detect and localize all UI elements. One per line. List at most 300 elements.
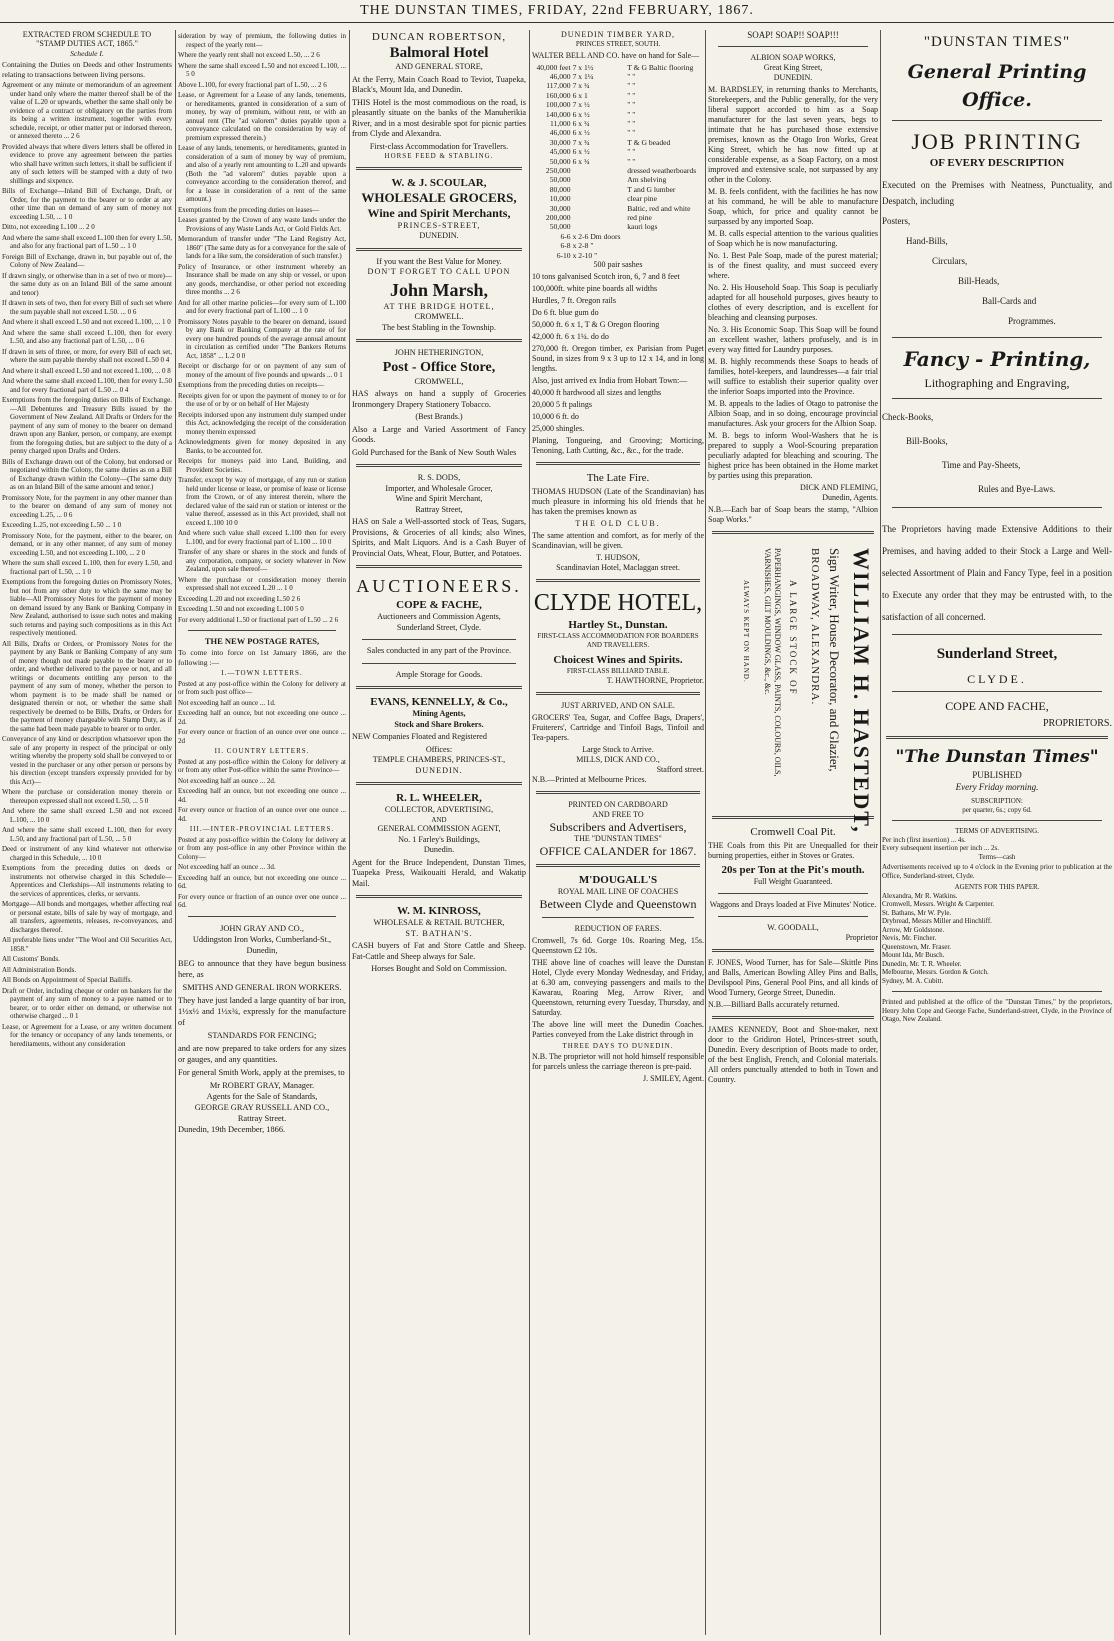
hetherington-town: CROMWELL, xyxy=(414,376,464,386)
robertson-hotel: Balmoral Hotel xyxy=(389,45,489,61)
timber-row xyxy=(532,232,704,241)
timber-row xyxy=(532,100,704,109)
timber-cell: 50,000 xyxy=(549,222,571,232)
duty-paragraph: Ditto, not exceeding L.100 ... 2 0 xyxy=(2,223,95,232)
robertson-body: THIS Hotel is the most commodious on the road, is pleasantly situate on the banks of the Manuherikia River, and in a most desirable spot for picnic parties from Clyde and Alexandra. xyxy=(352,97,526,138)
timber-title: DUNEDIN TIMBER YARD, xyxy=(561,30,675,39)
office-town: CLYDE. xyxy=(967,672,1027,686)
hastedt-items: PAPERHANGINGS, WINDOW GLASS, PAINTS, COLOURS, OILS, VARNISHES, GILT MOULDINGS, &c., &c. xyxy=(763,548,782,777)
timber-row xyxy=(532,194,704,203)
timber-cell: clear pine xyxy=(627,194,657,204)
duty-paragraph: Transfer, except by way of mortgage, of any run or station held under license or lease, or promise of lease or license from the Crown, or of any interest therein, where the declared value of the said run or station or interest or the value thereof, assessed as in this Act provided, shall not exceed L.100 10 0 xyxy=(178,476,346,527)
timber-row xyxy=(532,72,704,81)
timber-arrived: Also, just arrived ex India from Hobart Town:— xyxy=(532,376,688,386)
coaches-advert xyxy=(532,873,704,1085)
dods-trade: Importer, and Wholesale Grocer, xyxy=(385,483,493,493)
gray-body: For general Smith Work, apply at the premises, to xyxy=(178,1067,345,1077)
divider xyxy=(536,864,700,867)
timber-cell xyxy=(626,251,704,260)
postage-line: Not exceeding half an ounce ... 2d. xyxy=(178,776,276,785)
coaches-body2: The above line will meet the Dunedin Coaches. Parties conveyed from the Lake district through in xyxy=(532,1019,704,1039)
timber-cell: 30,000 xyxy=(549,137,571,147)
divider xyxy=(892,337,1102,338)
divider xyxy=(892,634,1102,635)
hastedt-name: WILLIAM H. HASTEDT, xyxy=(849,548,874,834)
divider xyxy=(356,565,522,568)
duty-paragraph: And where the same shall exceed L.100, then for every L.50, and also any fractional part of L.50, ... 0 6 xyxy=(2,328,172,346)
hastedt-stock: A LARGE STOCK OF xyxy=(788,580,798,696)
evans-trade: Mining Agents, xyxy=(412,709,466,718)
coaches-nb: N.B. The proprietor will not hold himself responsible for parcels unless the carriage thereon is pre-paid. xyxy=(532,1052,704,1072)
column-rule xyxy=(175,30,176,1635)
robertson-first-class: First-class Accommodation for Travellers. xyxy=(369,141,509,151)
terms-line: Per inch (first insertion) ... 4s. xyxy=(882,835,966,844)
duty-paragraph: All Customs' Bonds. xyxy=(2,955,60,964)
duty-paragraph: Receipt or discharge for or on payment of any sum of money of the amount of five pounds and upwards ... 0 1 xyxy=(178,362,346,379)
marsh-name: John Marsh, xyxy=(389,279,488,300)
timber-cell: 117,000 xyxy=(546,81,571,91)
timber-cell: 6-10 xyxy=(556,250,571,260)
timber-sashes: 500 pair sashes xyxy=(593,260,643,270)
evans-body: NEW Companies Floated and Registered xyxy=(352,732,487,741)
timber-row xyxy=(532,166,704,175)
coal-price: 20s per Ton at the Pit's mouth. xyxy=(721,864,865,876)
divider xyxy=(188,916,336,917)
marsh-stabling: The best Stabling in the Township. xyxy=(382,322,496,332)
duty-paragraph: And where the same shall exceed L.100, then for every L.50 and for every fractional part of L.50 ... 0 4 xyxy=(2,377,172,394)
wheeler-trade2: GENERAL COMMISSION AGENT, xyxy=(377,824,501,833)
divider xyxy=(718,46,868,47)
calander-advert xyxy=(532,800,704,858)
duty-paragraph: Policy of Insurance, or other instrument whereby an Insurance shall be made on any ship or vessel, or upon any goods, merchandise, or other period not exceeding three months ... 2 6 xyxy=(178,262,346,296)
timber-cell: " " xyxy=(627,109,636,119)
robertson-name: DUNCAN ROBERTSON, xyxy=(371,31,507,43)
print-item: Programmes. xyxy=(1008,316,1056,326)
evans-advert xyxy=(352,695,526,776)
timber-cell: T and G lumber xyxy=(627,184,676,194)
mills-dick-advert xyxy=(532,701,704,785)
printing-office-title: General Printing Office. xyxy=(907,61,1087,111)
stamp-duties-list xyxy=(2,81,172,1048)
duty-paragraph: Promissory Note, for the payment in any other manner than to the bearer on demand of any sum of money not exceeding L.25, ... 0 6 xyxy=(2,493,172,519)
duty-paragraph: Acknowledgments given for money deposited in any Banks, to be accounted for. xyxy=(178,438,346,455)
duty-paragraph: Leases granted by the Crown of any waste lands under the Provisions of any Waste Lands Act, or Gold Fields Act. xyxy=(178,216,346,233)
timber-cell: Baltic, red and white xyxy=(627,203,691,213)
schedule-label: Schedule I. xyxy=(70,48,104,58)
timber-row xyxy=(532,138,704,147)
timber-cell: 46,000 xyxy=(549,71,571,81)
marsh-advert xyxy=(352,257,526,334)
column-printing-office xyxy=(882,30,1112,1635)
hastedt-trade: Sign Writer, House Decorator, and Glazier, xyxy=(827,548,842,772)
divider xyxy=(892,820,1102,821)
timber-cell: 140,000 xyxy=(545,109,571,119)
postage-line: Exceeding half an ounce, but not exceeding one ounce ... 4d. xyxy=(178,787,346,804)
scoular-advert xyxy=(352,176,526,242)
duty-paragraph: Exceeding L.25, not exceeding L.50 ... 1 0 xyxy=(2,521,122,530)
divider xyxy=(712,949,874,952)
timber-row xyxy=(532,213,704,222)
dods-advert xyxy=(352,473,526,559)
soap-agents: DICK AND FLEMING, xyxy=(800,483,878,492)
duty-paragraph: Promissory Note, for the payment, either to the bearer, on demand, or in any other manner, of any sum of money exceeding L.50, and not exceeding L.100, ... 2 0 xyxy=(2,531,172,557)
duty-paragraph: Where the yearly rent shall not exceed L.50, ... 2 6 xyxy=(178,51,320,59)
timber-iron: 10 tons galvanised Scotch iron, 6, 7 and 8 feet xyxy=(532,272,680,282)
clyde-sub: Hartley St., Dunstan. xyxy=(568,619,668,632)
timber-line: 40,000 ft hardwood all sizes and lengths xyxy=(532,388,662,398)
duty-paragraph: All Administration Bonds. xyxy=(2,965,77,974)
clyde-title: CLYDE HOTEL, xyxy=(533,590,703,617)
duty-paragraph: Lease, or Agreement for a Lease, or any written document for the tenancy or occupancy of any lands tenements, or hereditaments, without any consideration xyxy=(2,1022,172,1048)
postage-line: For every ounce or fraction of an ounce over one ounce ... 2d xyxy=(178,728,346,745)
soap-city: DUNEDIN. xyxy=(773,73,813,82)
dods-body: HAS on Sale a Well-assorted stock of Teas, Sugars, Provisions, & Groceries of all kinds; also Wines, Spirits, and Malt Liquors. And is a Cash Buyer of Provincial Oats, Wheat, Flour, Butter, and Potatoes. xyxy=(352,517,526,558)
postage-line: For every ounce or fraction of an ounce over one ounce ... 6d. xyxy=(178,892,346,910)
hetherington-name: JOHN HETHERINGTON, xyxy=(394,348,484,357)
every-description: OF EVERY DESCRIPTION xyxy=(929,157,1065,169)
robertson-advert xyxy=(352,30,526,161)
agent-line: St. Bathans, Mr W. Pyle. xyxy=(882,908,952,917)
gray-city: Dunedin, xyxy=(246,945,278,955)
divider xyxy=(356,782,522,785)
duty-paragraph: Exemptions from the foregoing duties on Bills of Exchange.—All Debentures and Treasury Bills issued by the Government of New Zealand. All Drafts or Orders for the payment of any sum of money to the bearer on demand drawn upon any Banker, person, or company, are exempt from the foregoing duties, but are subject to the duty of a penny charged upon Drafts and Orders. xyxy=(2,396,172,456)
fire-body2: The same attention and comfort, as for merly of the Scandinavian, will be given. xyxy=(532,531,704,551)
duty-paragraph: Where the purchase or consideration money therein expressed shall not exceed L.20 ... 1 0 xyxy=(178,575,346,592)
duty-paragraph: And where the same shall exceed L.100 then for every L.50, and also for any fractional part of L.50 ... 1 0 xyxy=(2,233,172,251)
soap-para: M. B. highly recommends these Soaps to heads of families, hotel-keepers, and laundresses—a fair trial will suffice to establish their superior quality over the inferior Soaps imported into the Province. xyxy=(708,357,878,396)
gray-fencing: STANDARDS FOR FENCING; xyxy=(207,1030,317,1040)
duty-paragraph: Bills of Exchange drawn out of the Colony, but endorsed or negotiated within the Colony, the same duties as on a Bill of Exchange drawn within the Colony—(The same duty as on an Inland Bill of the same amount and tenor.) xyxy=(2,457,172,492)
jones-nb: N.B.—Billiard Balls accurately returned. xyxy=(708,1000,840,1009)
timber-row xyxy=(532,204,704,213)
divider xyxy=(356,895,522,898)
auction-title: AUCTIONEERS. xyxy=(356,576,522,596)
duty-paragraph: Exemptions from the preceding duties on deeds or instruments not otherwise charged in this Schedule—Apprentices and Clerkships—All instruments relating to the services of apprentices, clerks, or servants. xyxy=(2,864,172,898)
print-item: Circulars, xyxy=(932,256,968,266)
evans-address: TEMPLE CHAMBERS, PRINCES-ST., xyxy=(372,755,506,764)
timber-cell: red pine xyxy=(627,213,652,222)
imprint: Printed and published at the office of the "Dunstan Times," by the proprietors, Henry John Cope and George Fache, Sunderland-street, Clyde, in the Province of Otago, New Zealand. xyxy=(882,998,1112,1023)
wheeler-and: AND xyxy=(431,815,447,824)
clyde-hotel-advert xyxy=(532,588,704,686)
calander-line: PRINTED ON CARDBOARD xyxy=(568,799,668,809)
agent-line: Melbourne, Messrs. Gordon & Gotch. xyxy=(882,968,989,976)
timber-cell: 7 x ¾ xyxy=(572,137,590,147)
postage-rates-notice xyxy=(178,637,346,910)
postage-section-head: I.—TOWN LETTERS. xyxy=(221,669,303,678)
timber-line: Hurdles, 7 ft. Oregon rails xyxy=(532,296,616,306)
timber-cell xyxy=(572,194,627,203)
duty-paragraph: For every additional L.50 or fractional part of L.50 ... 2 6 xyxy=(178,615,339,624)
timber-cell: 6-8 xyxy=(560,241,571,251)
print-item: Rules and Bye-Laws. xyxy=(978,484,1056,494)
marsh-line: If you want the Best Value for Money. xyxy=(376,256,502,266)
divider xyxy=(712,1016,874,1019)
duty-paragraph: All Bonds on Appointment of Special Bailiffs. xyxy=(2,976,132,985)
print-item: Posters, xyxy=(882,216,911,226)
timber-address: PRINCES STREET, SOUTH. xyxy=(575,40,661,48)
timber-cell xyxy=(572,213,627,222)
soap-para: M. BARDSLEY, in returning thanks to Merchants, Storekeepers, and the Public generally, for the very liberal support accorded to him as a Soap manufacturer for the last seven years, begs to intimate that he has purchased those extensive premises, known as the Otago Iron Works, Great King Street, which he has now fitted up at considerable expense, as a Soap Factory, on a most improved and extensive scale, not surpassed by any other in the Colony. xyxy=(708,85,878,184)
fancy-printing-title: Fancy - Printing, xyxy=(903,347,1091,371)
postage-line: Posted at any post-office within the Colony for delivery at or from any post-office in any other Province within the Colony— xyxy=(178,835,346,861)
timber-cell: T & G Baltic flooring xyxy=(627,62,694,72)
hetherington-brands: (Best Brands.) xyxy=(415,412,463,421)
timber-cell: " " xyxy=(627,118,636,128)
hetherington-store: Post - Office Store, xyxy=(382,359,496,375)
duty-paragraph: Lease of any lands, tenements, or hereditaments, granted in consideration of a sum of money by way of premium, and also of a yearly rent amounting to L.20 and upwards (Both the "ad valorem" duties payable upon a conveyance according to the consideration thereof, and for a lease in consideration of a rent of the same amount.) xyxy=(178,144,346,203)
hastedt-kept: ALWAYS KEPT ON HAND. xyxy=(742,580,750,683)
mills-address: Stafford street. xyxy=(656,764,704,774)
jones-advert xyxy=(708,958,878,1010)
divider xyxy=(356,464,522,467)
soap-advert xyxy=(708,30,878,525)
timber-cell: x 2-8 " xyxy=(572,241,594,251)
hetherington-gold: Gold Purchased for the Bank of New South Wales xyxy=(352,447,517,457)
kinross-horses: Horses Bought and Sold on Commission. xyxy=(371,964,507,973)
duty-paragraph: Conveyance of any kind or description whatsoever upon the sale of any property in respect of the principal or only writing whereby the property sold shall be conveyed to or vested in the purchaser or any other person or persons by his direction (except transfers expressly provided for by this Act)— xyxy=(2,735,172,786)
divider xyxy=(886,736,1108,739)
wheeler-city: Dunedin. xyxy=(423,845,455,854)
duty-paragraph: Where the sum shall exceed L.100, then for every L.50, and fractional part of L.50, ... 1 0 xyxy=(2,559,172,576)
timber-line: 25,000 shingles. xyxy=(532,424,585,434)
john-gray-advert xyxy=(178,923,346,1135)
robertson-store: AND GENERAL STORE, xyxy=(395,62,483,71)
duty-paragraph: Lease, or Agreement for a Lease of any lands, tenements, or hereditaments, granted in consideration of a sum of money, by way of premium, without rent, or with an annual rent (The "ad valorem" duties payable upon a conveyance calculated on the consideration by way of premium expressed therein.) xyxy=(178,91,346,142)
divider xyxy=(356,167,522,170)
marsh-hotel: AT THE BRIDGE HOTEL, xyxy=(383,301,495,311)
auction-firm: COPE & FACHE, xyxy=(396,599,482,611)
duty-paragraph: Transfer of any share or shares in the stock and funds of any corporation, company, or society whatever in New Zealand, upon sale thereof— xyxy=(178,548,346,573)
hetherington-advert xyxy=(352,348,526,458)
robertson-stabling: HORSE FEED & STABLING. xyxy=(384,152,494,160)
timber-cell xyxy=(572,204,627,213)
duty-paragraph: Foreign Bill of Exchange, drawn in, but payable out of, the Colony of New Zealand— xyxy=(2,252,172,270)
coal-wagons: Waggons and Drays loaded at Five Minutes' Notice. xyxy=(709,900,877,909)
published-day: Every Friday morning. xyxy=(955,782,1039,792)
robertson-address: At the Ferry, Main Coach Road to Teviot, Tuapeka, Black's, Mount Ida, and Dunedin. xyxy=(352,74,526,94)
duty-paragraph: Deed or instrument of any kind whatever not otherwise charged in this Schedule, ... 10 0 xyxy=(2,845,172,862)
kinross-name: W. M. KINROSS, xyxy=(397,905,481,917)
agent-line: Arrow, Mr Goldstone. xyxy=(882,925,945,934)
duty-paragraph: Exemptions from the preceding duties on leases— xyxy=(178,205,320,214)
evans-city: DUNEDIN. xyxy=(415,765,463,775)
gray-body: and are now prepared to take orders for any sizes or gauges, and any quantities. xyxy=(178,1043,346,1064)
timber-cell: " " xyxy=(627,128,636,138)
timber-intro: WALTER BELL AND CO. have on hand for Sale— xyxy=(532,50,700,60)
soap-street: Great King Street, xyxy=(763,63,823,72)
timber-line: 10,000 6 ft. do xyxy=(532,412,579,422)
agent-line: Sydney, M. A. Cubitt. xyxy=(882,976,944,985)
fire-body: THOMAS HUDSON (Late of the Scandinavian) has much pleasure in informing his old friends that he has taken the premises known as xyxy=(532,487,704,517)
stamp-duties-header: EXTRACTED FROM SCHEDULE TO "STAMP DUTIES ACT, 1865." xyxy=(22,30,152,49)
gray-manager: Mr ROBERT GRAY, Manager. xyxy=(209,1080,315,1090)
agent-line: Mount Ida, Mr Busch. xyxy=(882,951,945,959)
coaches-route: Between Clyde and Queenstown xyxy=(539,896,697,911)
office-proprietors: PROPRIETORS. xyxy=(1042,718,1112,729)
timber-row xyxy=(532,251,704,260)
timber-line: 50,000 ft. 6 x 1, T & G Oregon flooring xyxy=(532,320,660,330)
dods-name: R. S. DODS, xyxy=(417,473,461,482)
duty-paragraph: Above L.100, for every fractional part of L.50, ... 2 6 xyxy=(178,80,327,89)
evans-offices: Offices: xyxy=(425,744,453,754)
mills-firm: MILLS, DICK AND CO., xyxy=(576,754,660,764)
gray-body: They have just landed a large quantity of bar iron, 1½x½ and 1½x¾, expressly for the manufacture of xyxy=(178,995,346,1027)
timber-cell: 7 x ½ xyxy=(572,100,590,110)
timber-cell: Am shelving xyxy=(627,175,667,185)
published-label: PUBLISHED xyxy=(972,770,1022,780)
kinross-town: ST. BATHAN'S. xyxy=(405,928,473,938)
timber-cell: T & G beaded xyxy=(627,137,671,147)
timber-cell xyxy=(626,232,704,241)
timber-cell: " " xyxy=(627,147,636,157)
hetherington-body: HAS always on hand a supply of Groceries Ironmongery Drapery Stationery Tobacco. xyxy=(352,389,526,409)
soap-nb: N.B.—Each bar of Soap bears the stamp, "Albion Soap Works." xyxy=(708,505,878,524)
coal-sign: W. GOODALL, xyxy=(767,923,819,932)
timber-cell: x 2-6 Dm doors xyxy=(572,231,621,241)
soap-para: No. 1. Best Pale Soap, made of the purest material; is of the finest quality, and must succeed every where. xyxy=(708,251,878,280)
column-stamp-duties xyxy=(2,30,172,1635)
terms-cash: Terms—cash xyxy=(978,852,1016,861)
timber-yard-advert xyxy=(532,30,704,456)
clyde-proprietor: T. HAWTHORNE, Proprietor. xyxy=(606,675,704,685)
agent-line: Alexandra, Mr R. Watkins. xyxy=(882,891,958,900)
timber-row xyxy=(532,81,704,90)
kinross-trade: WHOLESALE & RETAIL BUTCHER, xyxy=(373,918,505,927)
kennedy-advert xyxy=(708,1025,878,1085)
late-fire-advert xyxy=(532,471,704,573)
kinross-advert xyxy=(352,904,526,975)
soap-works: ALBION SOAP WORKS, xyxy=(750,53,836,62)
divider xyxy=(718,893,868,894)
agents-title: AGENTS FOR THIS PAPER. xyxy=(954,883,1040,891)
duty-paragraph: Receipts for moneys paid into Land, Building, and Provident Societies. xyxy=(178,457,346,474)
scoular-city: DUNEDIN. xyxy=(419,231,459,240)
column-rule xyxy=(705,30,706,1635)
jones-body: F. JONES, Wood Turner, has for Sale—Skittle Pins and Balls, American Bowling Alley Pins and Balls, Devilspool Pins, General Pool Pins, and all kinds of Wood Turnery, George Street, Dunedin. xyxy=(708,958,878,997)
timber-line: Do 6 ft. blue gum do xyxy=(532,308,599,318)
timber-row xyxy=(532,185,704,194)
office-street: Sunderland Street, xyxy=(936,646,1058,662)
soap-agents-city: Dunedin, Agents. xyxy=(822,493,878,502)
advert-deadline: Advertisements received up to 4 o'clock in the Evening prior to publication at the Office, Sunderland-street, Clyde. xyxy=(882,863,1112,880)
divider xyxy=(542,917,694,918)
print-item: Bill-Books, xyxy=(906,436,948,446)
soap-para: M. B. begs to inform Wool-Washers that he is prepared to supply a Wool-Scouring preparation peculiarly adapted for bleaching and scouring. The highest price has been obtained in the Home market by parties using this preparation. xyxy=(708,431,878,480)
wheeler-trade: COLLECTOR, ADVERTISING, xyxy=(384,805,494,814)
divider xyxy=(712,531,874,534)
dods-trade2: Wine and Spirit Merchant, xyxy=(395,494,483,503)
timber-stock-table xyxy=(532,63,704,261)
evans-trade2: Stock and Share Brokers. xyxy=(394,719,484,729)
timber-cell: " " xyxy=(627,81,636,91)
wheeler-address: No. 1 Farley's Buildings, xyxy=(398,834,480,844)
coaches-sign: J. SMILEY, Agent. xyxy=(643,1074,704,1084)
soap-title: SOAP! SOAP!! SOAP!!! xyxy=(747,30,839,40)
postage-line: Exceeding half an ounce, but not exceeding one ounce ... 6d. xyxy=(178,873,346,891)
duty-paragraph: Draft or Order, including cheque or order on bankers for the payment of any sum of money to a payee named or to bearer, or to order either on demand, or otherwise not otherwise charged ... 0 1 xyxy=(2,986,172,1021)
timber-line: 100,000ft. white pine boards all widths xyxy=(532,284,658,294)
coal-weight: Full Weight Guaranteed. xyxy=(753,877,833,886)
timber-cell: x 2-10 " xyxy=(572,250,598,260)
timber-cell: " " xyxy=(627,100,636,110)
auctioneers-advert xyxy=(352,574,526,680)
timber-planing: Planing, Tongueing, and Grooving; Morticing, Tenoning, Lath Cutting, &c., &c., for the trade. xyxy=(532,436,704,456)
gray-date: Dunedin, 19th December, 1866. xyxy=(178,1124,286,1134)
auction-sales: Sales conducted in any part of the Province. xyxy=(366,646,512,655)
dods-address: Rattray Street, xyxy=(415,504,463,514)
timber-cell: 100,000 xyxy=(545,100,571,110)
office-firm: COPE AND FACHE, xyxy=(945,699,1049,713)
subscription-title: SUBSCRIPTION: xyxy=(971,797,1023,805)
timber-row xyxy=(532,119,704,128)
duty-paragraph: Receipts given for or upon the payment of money to or for the use of or by or on behalf of Her Majesty xyxy=(178,391,346,408)
soap-para: No. 2. His Household Soap. This Soap is peculiarly adapted for all household purposes, gives beauty to clothes of every description, and is excellent for bleaching and cleansing purposes. xyxy=(708,283,878,322)
timber-cell: 6 x 1 xyxy=(572,90,588,100)
calander-line: AND FREE TO xyxy=(592,809,644,819)
coaches-fares: REDUCTION OF FARES. xyxy=(574,923,662,933)
paper-title: "The Dunstan Times" xyxy=(895,747,1099,767)
timber-cell: 11,000 xyxy=(550,118,571,128)
postage-line: Not exceeding half an ounce ... 1d. xyxy=(178,698,276,707)
timber-cell: 6 x ½ xyxy=(572,147,590,157)
agent-line: Drybread, Messrs Miller and Hinchliff. xyxy=(882,917,992,925)
duty-paragraph: Agreement or any minute or memorandum of an agreement under hand only where the matter thereof shall be of the value of L.20 or upwards, whether the same shall only be evidence of a contract or obligatory on the parties from its being a written instrument, together with every schedule, receipt, or other matter put or indorsed thereon, or annexed thereto ... 2 6 xyxy=(2,81,172,141)
timber-row xyxy=(532,110,704,119)
duty-paragraph: Exceeding L.20 and not exceeding L.50 2 6 xyxy=(178,594,301,603)
divider xyxy=(892,398,1102,399)
postage-title: THE NEW POSTAGE RATES, xyxy=(204,636,320,646)
clyde-wines: Choicest Wines and Spirits. xyxy=(553,654,683,667)
timber-row xyxy=(532,128,704,137)
duty-paragraph: All preferable liens under "The Wool and Oil Securities Act, 1858." xyxy=(2,936,172,953)
soap-para: M. B. calls especial attention to the various qualities of Soap which he is now manufacturing. xyxy=(708,229,878,248)
postage-line: Posted at any post-office within the Colony for delivery at or from such post office— xyxy=(178,679,346,697)
calander-line: OFFICE CALANDER for 1867. xyxy=(539,843,697,858)
mills-body: GROCERS' Tea, Sugar, and Coffee Bags, Drapers', Fruiterers', Cartridge and Tinfoil Bags, Tinfoil and Tea-papers. xyxy=(532,712,704,742)
coaches-prices: Cromwell, 7s 6d. Gorge 10s. Roaring Meg, 15s. Queenstown £2 10s. xyxy=(532,935,704,955)
proprietors-note: The Proprietors having made Extensive Additions to their Premises, and having added to their Stock a Large and Well-selected Assortment of Plain and Fancy Type, feel in a position to Execute any order that they may be entrusted with, to the satisfaction of all concerned. xyxy=(882,524,1112,622)
divider xyxy=(892,691,1102,692)
fire-sign: T. HUDSON, xyxy=(596,553,640,563)
agent-line: Cromwell, Messrs. Wright & Carpenter. xyxy=(882,900,995,908)
coal-title: Cromwell Coal Pit. xyxy=(750,826,836,838)
divider xyxy=(188,630,336,631)
column-rule xyxy=(529,30,530,1635)
wheeler-name: R. L. WHEELER, xyxy=(396,792,482,804)
divider xyxy=(892,120,1102,121)
scoular-trade2: Wine and Spirit Merchants, xyxy=(367,205,511,220)
divider xyxy=(892,507,1102,508)
timber-row xyxy=(532,91,704,100)
auction-trade: Auctioneers and Commission Agents, xyxy=(377,612,501,621)
print-item: Bill-Heads, xyxy=(958,276,1000,286)
gray-body: BEG to announce that they have begun business here, as xyxy=(178,958,346,979)
duty-paragraph: Where the purchase or consideration money therein or thereupon expressed shall not exceed L.50, ... 5 0 xyxy=(2,788,172,805)
coal-body: THE Coals from this Pit are Unequalled for their burning properties, either in Stoves or Grates. xyxy=(708,841,878,860)
agent-line: Queenstown, Mr. Fraser. xyxy=(882,942,952,951)
divider xyxy=(718,916,868,917)
divider xyxy=(536,462,700,465)
timber-cell: 6-6 xyxy=(560,231,571,241)
coaches-name: M'DOUGALL'S xyxy=(578,873,658,886)
duty-paragraph: Memorandum of transfer under "The Land Registry Act, 1860" (The same duty as for a conveyance for the sale of lands for a like sum, the consideration of such transfer.) xyxy=(178,235,346,260)
kennedy-body: JAMES KENNEDY, Boot and Shoe-maker, next door to the Gridiron Hotel, Princes-street south, Dunedin. Every description of Boots made to order, of the best English, French, and Colonial materials. All orders punctually attended to both in Town and Country. xyxy=(708,1025,878,1084)
print-item: Check-Books, xyxy=(882,412,934,422)
timber-cell: 50,000 xyxy=(549,156,571,166)
coaches-line: ROYAL MAIL LINE OF COACHES xyxy=(557,886,679,896)
divider xyxy=(536,692,700,695)
